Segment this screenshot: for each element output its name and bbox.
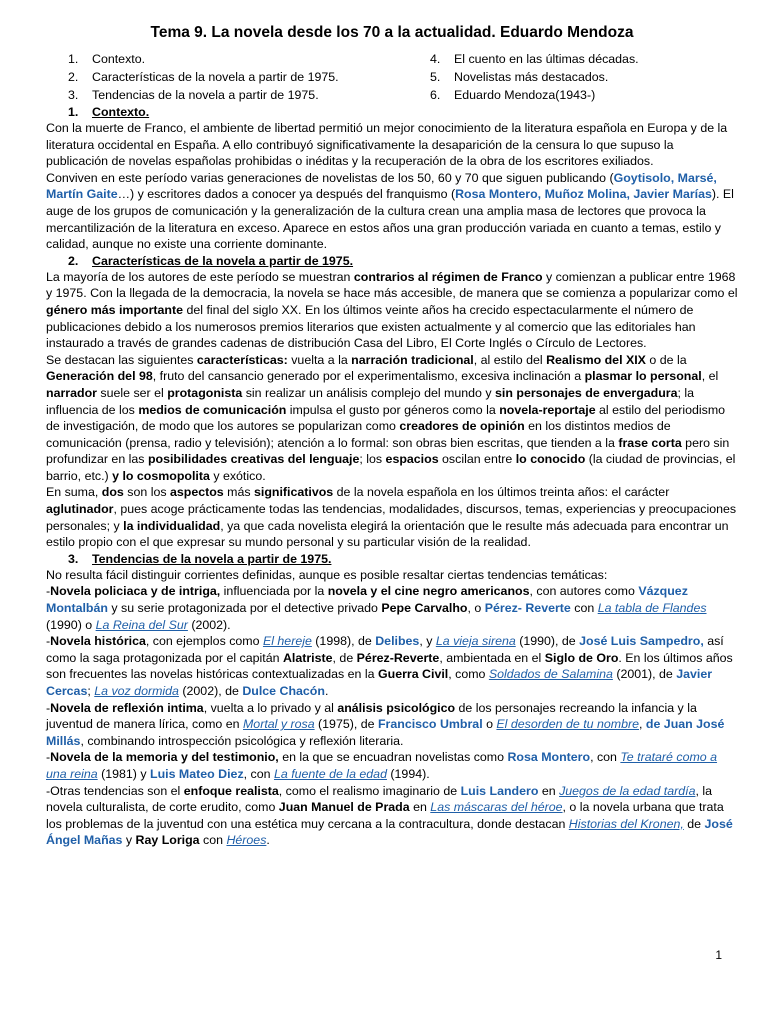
text-run: y su serie protagonizada por el detective privado bbox=[107, 601, 382, 616]
work-title[interactable]: Te trataré como a una reina bbox=[46, 750, 718, 781]
work-title[interactable]: El hereje bbox=[262, 634, 312, 649]
paragraph bbox=[46, 352, 738, 485]
text-run: . En los últimos años son frecuentes las novelas históricas contextualizadas en la bbox=[46, 650, 733, 682]
text-run: así como la saga protagonizada por el capitán bbox=[46, 634, 724, 665]
bold-term: sin personajes de envergadura bbox=[495, 385, 678, 400]
text-run: en los distintos medios de comunicación (prensa, radio y televisión); atención a lo formal: son obras bien escritas, que tienden a la bbox=[46, 419, 671, 450]
bold-term: Alatriste bbox=[282, 650, 333, 665]
paragraph bbox=[46, 269, 738, 352]
bold-term: Pérez-Reverte bbox=[356, 650, 440, 665]
toc-item: 1. Contexto. bbox=[68, 52, 146, 66]
bold-term: análisis psicológico bbox=[337, 700, 456, 715]
text-run: suele ser el bbox=[96, 385, 168, 400]
text-run: , como bbox=[448, 667, 489, 682]
text-run: con bbox=[570, 601, 598, 616]
author-name: de Juan José Millás bbox=[46, 717, 725, 748]
bold-term: Generación del 98 bbox=[46, 369, 153, 384]
author-name: José Ángel Mañas bbox=[46, 816, 733, 848]
text-run: , o bbox=[467, 601, 485, 616]
text-run: Se destacan las siguientes bbox=[46, 352, 197, 367]
author-name: Rosa Montero bbox=[507, 750, 591, 765]
bold-term: Novela de reflexión intima bbox=[50, 700, 204, 715]
text-run: en bbox=[538, 783, 560, 798]
bold-term: Novela policiaca y de intriga, bbox=[50, 584, 221, 599]
text-run: , con bbox=[243, 766, 274, 781]
text-run: (1994). bbox=[386, 766, 430, 781]
text-run: , combinando introspección psicológica y reflexión literaria. bbox=[80, 733, 404, 748]
work-title[interactable]: Héroes bbox=[226, 833, 267, 848]
text-run: , al estilo del bbox=[473, 352, 547, 367]
bold-term: narrador bbox=[46, 385, 97, 400]
bold-term: lo conocido bbox=[515, 452, 586, 467]
text-run: o de la bbox=[645, 352, 687, 367]
text-run: pero sin profundizar en las bbox=[46, 435, 730, 467]
work-title[interactable]: Mortal y rosa bbox=[242, 717, 315, 732]
text-run: No resulta fácil distinguir corrientes definidas, aunque es posible resaltar ciertas tendencias temáticas: bbox=[46, 567, 608, 582]
text-run: , fruto del cansancio generado por el experimentalismo, excesiva inclinación a bbox=[152, 369, 585, 384]
author-name: Luis Mateo Diez bbox=[150, 766, 244, 781]
text-run: , de bbox=[332, 650, 357, 665]
paragraph bbox=[46, 583, 738, 633]
bold-term: posibilidades creativas del lenguaje bbox=[147, 452, 360, 467]
bold-term: novela-reportaje bbox=[499, 402, 596, 417]
bold-term: dos bbox=[101, 485, 124, 500]
text-run: , con bbox=[590, 750, 621, 765]
text-run: influenciada por la bbox=[220, 584, 328, 599]
text-run: y comienzan a publicar entre 1968 y 1975. Con la llegada de la democracia, la novela se hace más accesible, de manera que se comienza a popularizar como el bbox=[46, 269, 738, 301]
text-run: Con la muerte de Franco, el ambiente de libertad permitió un mejor conocimiento de la literatura española en Europa y de la literatura occidental en España. A ello contribuyó significativamente la desaparición de la censura lo que supuso la publicación de novelas españolas prohibidas o inéditas y la recuperación de la obra de los escritores exiliados. bbox=[46, 121, 728, 169]
work-title[interactable]: Juegos de la edad tardía bbox=[559, 783, 696, 798]
text-run: ; los bbox=[359, 452, 386, 467]
paragraph bbox=[46, 633, 738, 699]
text-run: de los personajes recreando la infancia y la juventud de manera lírica, como en bbox=[46, 700, 697, 732]
text-run: Conviven en este período varias generaciones de novelistas de los 50, 60 y 70 que siguen publicando ( bbox=[46, 170, 614, 185]
bold-term: novela y el cine negro americanos bbox=[327, 584, 530, 599]
text-run: (2002), de bbox=[178, 684, 243, 698]
toc-item: 5. Novelistas más destacados. bbox=[430, 70, 609, 84]
text-run: La mayoría de los autores de este período se muestran bbox=[46, 269, 354, 284]
text-run: , y bbox=[419, 634, 436, 649]
paragraph bbox=[46, 484, 738, 550]
text-run: . bbox=[324, 684, 329, 698]
bold-term: y lo cosmopolita bbox=[112, 468, 210, 483]
work-title[interactable]: La fuente de la edad bbox=[273, 766, 387, 781]
text-run: (1990), de bbox=[515, 634, 580, 649]
bold-term: aspectos bbox=[169, 485, 224, 500]
bold-term: Novela de la memoria y del testimonio, bbox=[50, 750, 279, 765]
text-run: , ya que cada novelista elegirá la orientación que le resulte más adecuada para encontrar un estilo propio con el que expresar su mundo personal y su particular visión de la realidad. bbox=[46, 518, 729, 550]
bold-term: Novela histórica bbox=[50, 634, 146, 649]
text-run: …) y escritores dados a conocer ya después del franquismo ( bbox=[117, 187, 456, 202]
bold-term: características: bbox=[196, 352, 288, 367]
text-run: ; la influencia de los bbox=[46, 385, 695, 417]
work-title[interactable]: La vieja sirena bbox=[435, 634, 516, 649]
text-run: ; bbox=[87, 684, 95, 698]
bold-term: Juan Manuel de Prada bbox=[278, 800, 410, 815]
bold-term: medios de comunicación bbox=[138, 402, 287, 417]
text-run: más bbox=[223, 485, 255, 500]
text-run: del final del siglo XX. En los últimos veinte años ha crecido espectacularmente el número de publicaciones debido a los numerosos premios literarios que existen actualmente y al comercio que las editoriales han instaurado a través de grandes cadenas de distribución Casa del Libro, El Corte Inglés o Círculo de Lectores. bbox=[46, 302, 696, 351]
text-run: , o la novela urbana que trata los problemas de la juventud con una estética muy cercana a la contracultura, donde destacan bbox=[46, 800, 724, 831]
text-run: (1990) o bbox=[46, 617, 96, 632]
paragraph bbox=[46, 700, 738, 750]
paragraph bbox=[46, 749, 738, 782]
text-run: impulsa el gusto por géneros como la bbox=[286, 402, 500, 417]
text-run: , con autores como bbox=[529, 584, 639, 599]
text-run: En suma, bbox=[46, 485, 102, 500]
text-run: y bbox=[122, 833, 136, 848]
text-run: , vuelta a lo privado y al bbox=[203, 700, 338, 715]
section-heading-caracteristicas: 2. Características de la novela a partir de 1975. bbox=[68, 253, 354, 268]
bold-term: narración tradicional bbox=[351, 352, 474, 367]
text-run: sin realizar un análisis complejo del mundo y bbox=[242, 385, 496, 400]
toc-item: 2. Características de la novela a partir de 1975. bbox=[68, 70, 339, 84]
text-run: ). El auge de los grupos de comunicación y la generalización de la cultura crean una amplia masa de lectores que provoca la mercantilización de la literatura en exceso. Aparece en estos años una gran producción variada en cuanto a temas, estilo y calidad, aunque no existe una corriente dominante. bbox=[46, 187, 734, 252]
bold-term: Guerra Civil bbox=[377, 667, 449, 682]
work-title[interactable]: La voz dormida bbox=[94, 684, 179, 698]
author-name: Vázquez Montalbán bbox=[46, 584, 688, 616]
work-title[interactable]: La tabla de Flandes bbox=[597, 601, 707, 616]
paragraph bbox=[46, 120, 738, 170]
paragraph bbox=[46, 783, 738, 849]
text-run: son los bbox=[123, 485, 170, 500]
author-name: Francisco Umbral bbox=[377, 717, 483, 732]
toc-column-left bbox=[46, 50, 430, 104]
bold-term: aglutinador bbox=[46, 502, 114, 517]
document-title: Tema 9. La novela desde los 70 a la actualidad. Eduardo Mendoza bbox=[150, 24, 634, 41]
author-name: José Luis Sampedro, bbox=[579, 634, 704, 649]
toc-item: 6. Eduardo Mendoza(1943-) bbox=[430, 88, 596, 102]
text-run: (1998), de bbox=[311, 634, 376, 649]
author-name: Dulce Chacón bbox=[242, 684, 325, 698]
text-run: (2002). bbox=[187, 617, 231, 632]
work-title[interactable]: La Reina del Sur bbox=[95, 617, 188, 632]
text-run: y exótico. bbox=[209, 468, 266, 483]
work-title[interactable]: Soldados de Salamina bbox=[488, 667, 613, 682]
bold-term: frase corta bbox=[618, 435, 682, 450]
text-run: - bbox=[46, 634, 51, 649]
paragraph bbox=[46, 170, 738, 253]
author-name: Rosa Montero, Muñoz Molina, Javier Marías bbox=[455, 187, 712, 202]
text-run: - bbox=[46, 584, 51, 599]
text-run: , ambientada en el bbox=[439, 650, 545, 665]
text-run: - bbox=[46, 750, 51, 765]
text-run: (2001), de bbox=[612, 667, 677, 682]
text-run: vuelta a la bbox=[287, 352, 352, 367]
section-heading-tendencias: 3. Tendencias de la novela a partir de 1975. bbox=[68, 551, 332, 566]
text-run: oscilan entre bbox=[438, 452, 516, 467]
text-run: , pues acoge prácticamente todas las tendencias, modalidades, discursos, temas, experiencias y preocupaciones personales; y bbox=[46, 502, 737, 533]
text-run: con bbox=[199, 833, 227, 848]
bold-term: significativos bbox=[254, 485, 334, 500]
text-run: , el bbox=[701, 369, 719, 384]
paragraph bbox=[46, 567, 738, 584]
bold-term: contrarios al régimen de Franco bbox=[353, 269, 543, 284]
text-run: - bbox=[46, 700, 51, 715]
work-title[interactable]: Las máscaras del héroe bbox=[430, 800, 563, 815]
text-run: (1975), de bbox=[314, 717, 378, 732]
bold-term: Ray Loriga bbox=[135, 833, 200, 848]
text-run: (la ciudad de provincias, el barrio, etc.) bbox=[46, 452, 736, 483]
text-run: en la que se encuadran novelistas como bbox=[278, 750, 508, 765]
page-number: 1 bbox=[715, 948, 722, 962]
text-run: -Otras tendencias son el bbox=[46, 783, 184, 798]
text-run: , la novela culturalista, de corte erudito, como bbox=[46, 783, 712, 815]
work-title[interactable]: Historias del Kronen, bbox=[568, 816, 684, 831]
text-run: de bbox=[683, 816, 705, 831]
author-name: Delibes bbox=[375, 634, 420, 649]
text-run: o bbox=[482, 717, 497, 732]
bold-term: creadores de opinión bbox=[399, 419, 525, 434]
bold-term: género más importante bbox=[46, 302, 184, 317]
work-title[interactable]: El desorden de tu nombre bbox=[496, 717, 640, 732]
bold-term: Realismo del XIX bbox=[546, 352, 646, 367]
toc-column-right bbox=[430, 50, 639, 104]
text-run: , con ejemplos como bbox=[145, 634, 263, 649]
bold-term: espacios bbox=[385, 452, 439, 467]
text-run: (1981) y bbox=[97, 766, 151, 781]
bold-term: la individualidad bbox=[123, 518, 221, 533]
section-heading-contexto: 1. Contexto. bbox=[68, 105, 150, 119]
bold-term: plasmar lo personal bbox=[584, 369, 702, 384]
author-name: Javier Cercas bbox=[46, 667, 713, 698]
text-run: . bbox=[266, 833, 270, 848]
text-run: , bbox=[639, 717, 646, 732]
bold-term: protagonista bbox=[167, 385, 243, 400]
author-name: Goytisolo, Marsé, Martín Gaite bbox=[46, 170, 717, 202]
table-of-contents bbox=[46, 50, 738, 104]
bold-term: Siglo de Oro bbox=[544, 650, 619, 665]
text-run: , como el realismo imaginario de bbox=[278, 783, 461, 798]
author-name: Luis Landero bbox=[460, 783, 539, 798]
author-name: Pérez- Reverte bbox=[484, 601, 571, 616]
toc-item: 3. Tendencias de la novela a partir de 1975. bbox=[68, 88, 319, 102]
text-run: al estilo del periodismo de investigación, de modo que los autores se popularizan como bbox=[46, 402, 726, 434]
text-run: en bbox=[409, 800, 431, 815]
bold-term: enfoque realista bbox=[183, 783, 279, 798]
bold-term: Pepe Carvalho bbox=[381, 601, 468, 616]
toc-item: 4. El cuento en las últimas décadas. bbox=[430, 52, 639, 66]
text-run: de la novela española en los últimos treinta años: el carácter bbox=[333, 485, 670, 500]
